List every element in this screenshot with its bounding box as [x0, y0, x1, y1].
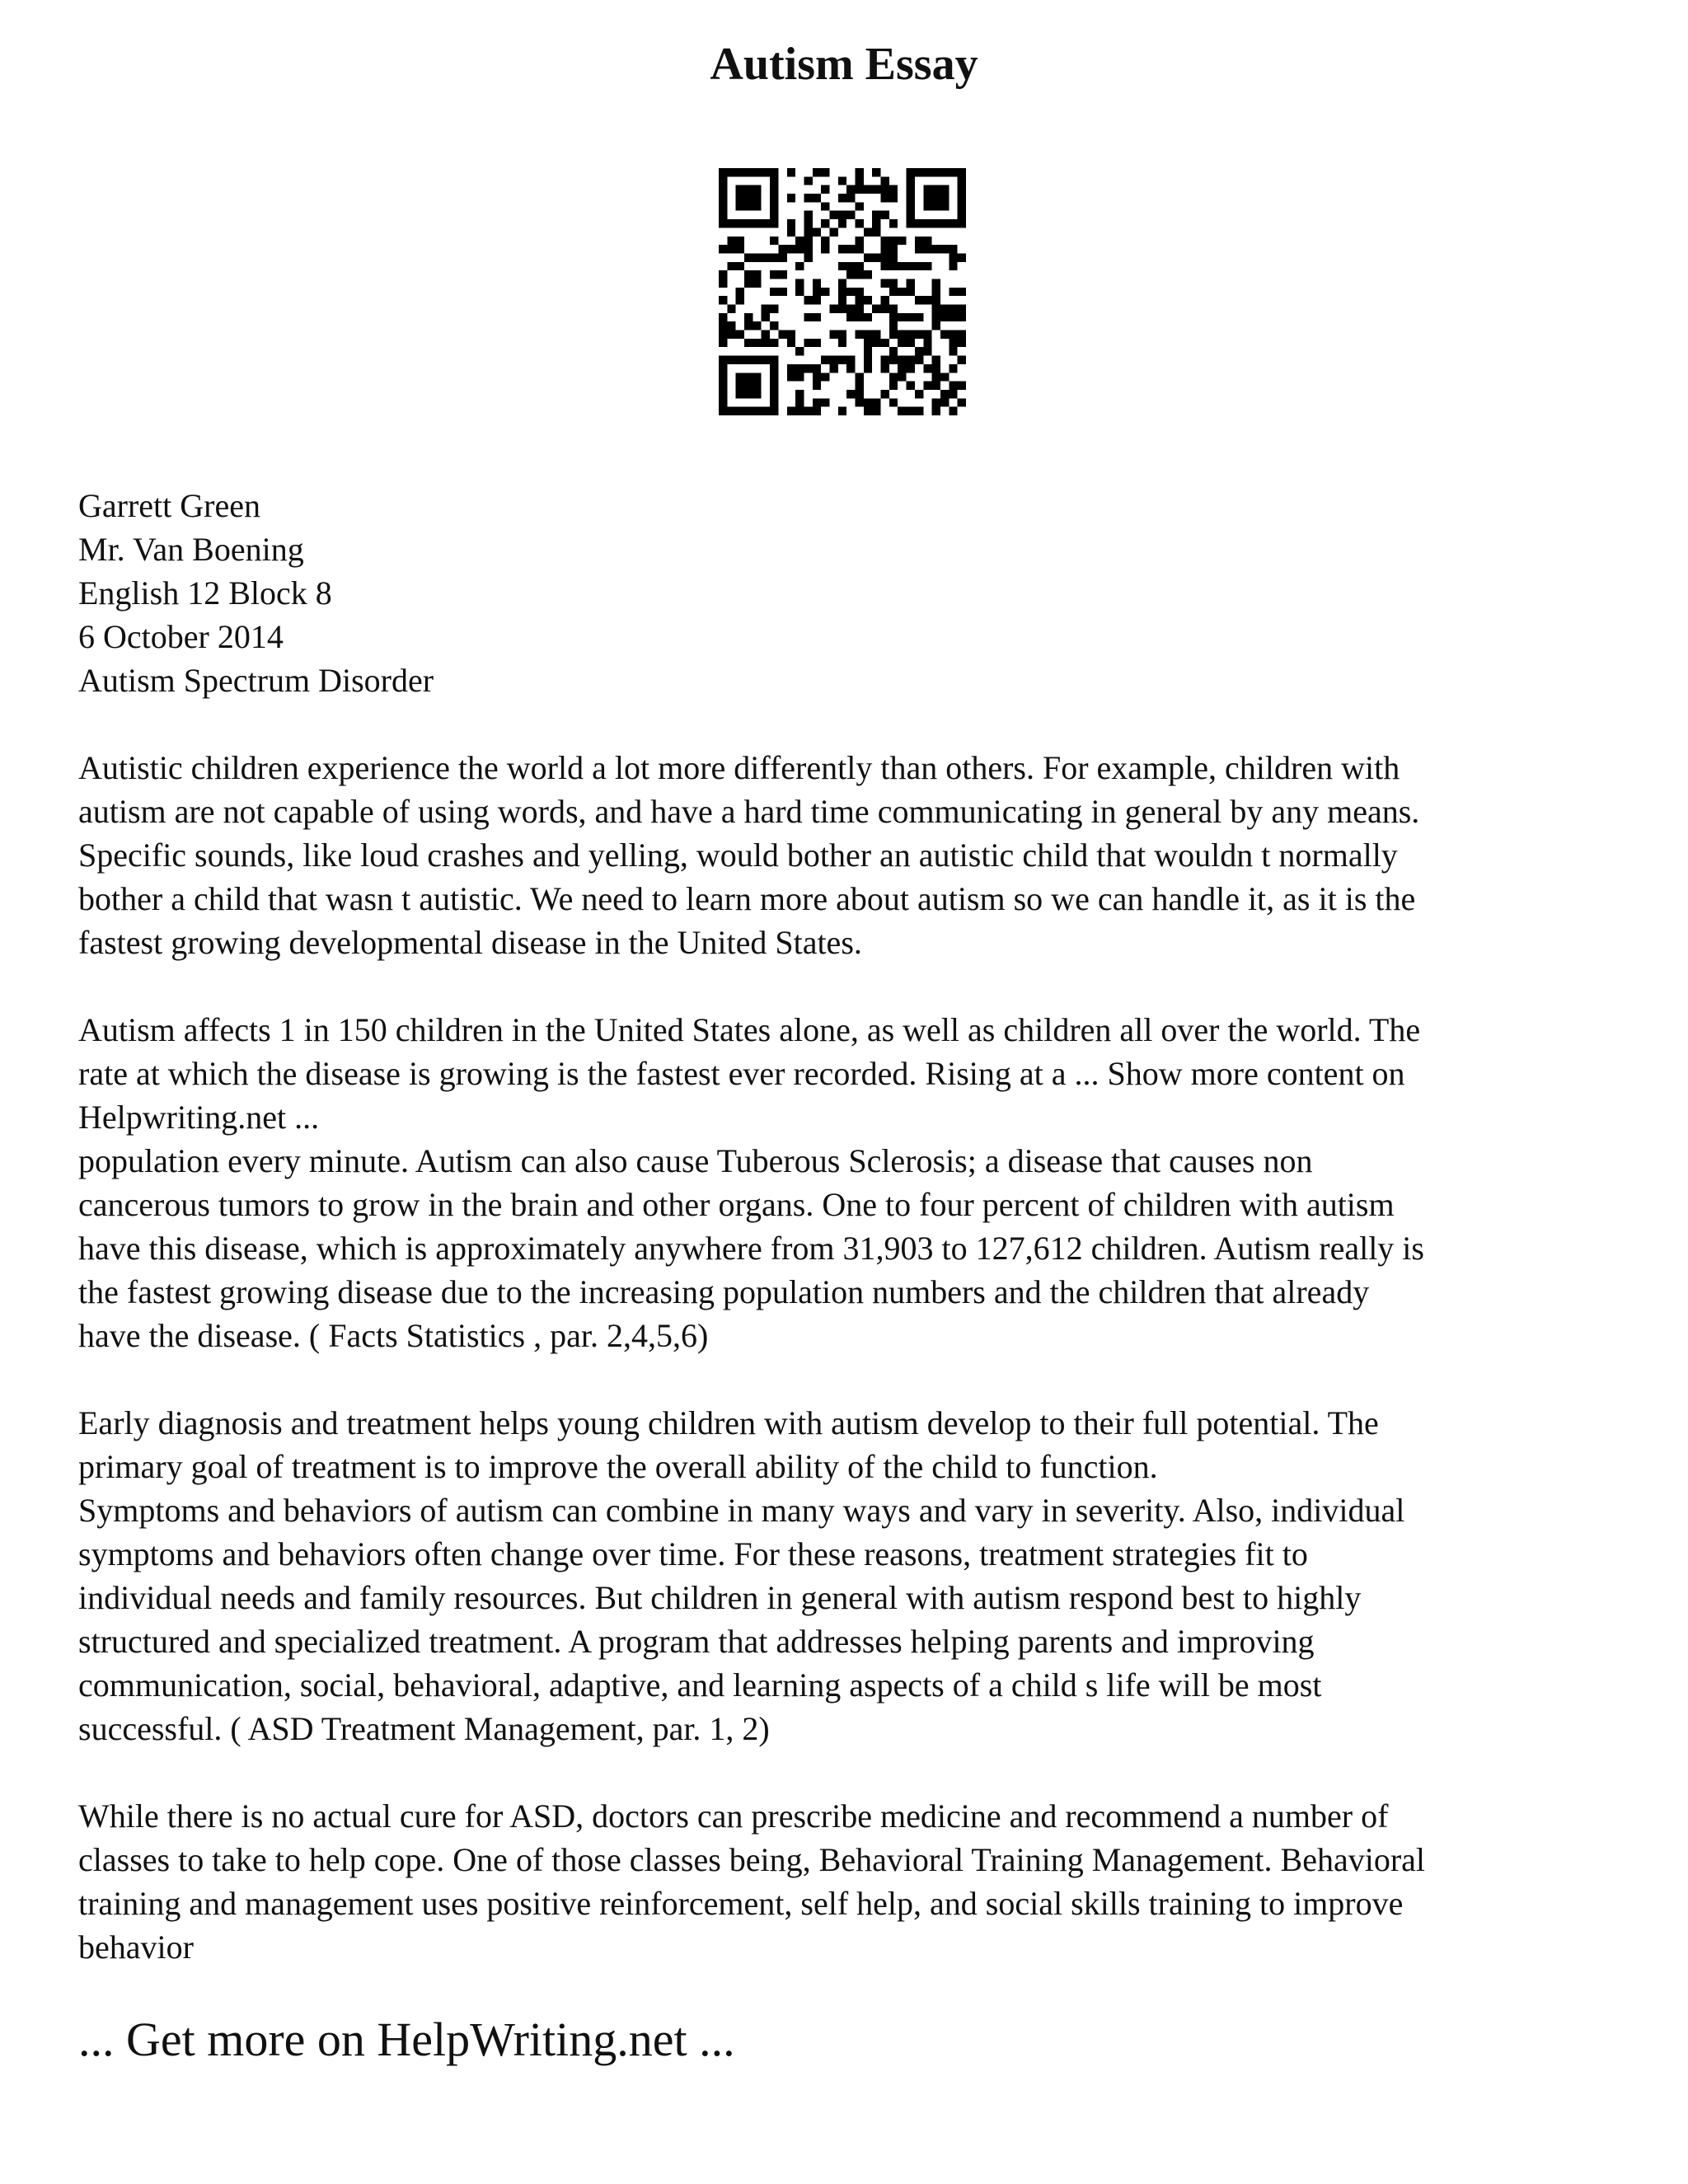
paragraph-line: the fastest growing disease due to the increasing population numbers and the children that already: [78, 1273, 1370, 1310]
paragraph-line: fastest growing developmental disease in the United States.: [78, 924, 862, 961]
essay-date: 6 October 2014: [78, 618, 284, 655]
paragraph-treatment: [78, 1488, 1620, 1750]
paragraph-sclerosis: [78, 1139, 1620, 1357]
paragraph-line: population every minute. Autism can also cause Tuberous Sclerosis; a disease that causes non: [78, 1142, 1313, 1179]
author-name: Garrett Green: [78, 487, 260, 524]
paragraph-line: Specific sounds, like loud crashes and yelling, would bother an autistic child that wouldn t normally: [78, 837, 1398, 874]
paragraph-line: rate at which the disease is growing is the fastest ever recorded. Rising at a ... Show more content on: [78, 1055, 1405, 1092]
paragraph-line: behavior: [78, 1929, 194, 1966]
class-block: English 12 Block 8: [78, 574, 332, 612]
paragraph-line: Helpwriting.net ...: [78, 1099, 320, 1136]
paragraph-line: Symptoms and behaviors of autism can combine in many ways and vary in severity. Also, individual: [78, 1492, 1405, 1529]
paragraph-line: Autistic children experience the world a lot more differently than others. For example, children with: [78, 749, 1400, 786]
paragraph-line: have the disease. ( Facts Statistics , par. 2,4,5,6): [78, 1317, 709, 1354]
essay-topic: Autism Spectrum Disorder: [78, 662, 434, 699]
paragraph-line: cancerous tumors to grow in the brain and other organs. One to four percent of children with autism: [78, 1186, 1395, 1223]
paragraph-management: [78, 1794, 1620, 1969]
paragraph-line: structured and specialized treatment. A program that addresses helping parents and improving: [78, 1623, 1315, 1660]
paragraph-intro: [78, 746, 1620, 964]
student-header: [78, 484, 1611, 702]
paragraph-line: autism are not capable of using words, and have a hard time communicating in general by any means.: [78, 793, 1420, 830]
paragraph-line: Early diagnosis and treatment helps young children with autism develop to their full potential. The: [78, 1404, 1379, 1441]
page-title: Autism Essay: [710, 39, 978, 90]
paragraph-diagnosis: [78, 1401, 1620, 1488]
essay-body: [78, 746, 1620, 2013]
paragraph-line: Autism affects 1 in 150 children in the United States alone, as well as children all over the world. The: [78, 1011, 1421, 1048]
paragraph-line: symptoms and behaviors often change over time. For these reasons, treatment strategies fit to: [78, 1535, 1308, 1572]
qr-code-icon: [719, 168, 966, 415]
paragraph-line: successful. ( ASD Treatment Management, par. 1, 2): [78, 1710, 770, 1747]
paragraph-line: have this disease, which is approximately anywhere from 31,903 to 127,612 children. Autism really is: [78, 1230, 1424, 1267]
paragraph-line: training and management uses positive reinforcement, self help, and social skills training to improve: [78, 1885, 1404, 1922]
paragraph-line: primary goal of treatment is to improve the overall ability of the child to function.: [78, 1448, 1158, 1485]
teacher-name: Mr. Van Boening: [78, 531, 304, 568]
paragraph-statistics: [78, 1008, 1620, 1139]
paragraph-line: bother a child that wasn t autistic. We need to learn more about autism so we can handle it, as it is the: [78, 880, 1416, 917]
paragraph-line: While there is no actual cure for ASD, doctors can prescribe medicine and recommend a number of: [78, 1797, 1389, 1835]
paragraph-line: communication, social, behavioral, adaptive, and learning aspects of a child s life will be most: [78, 1666, 1322, 1704]
get-more-link[interactable]: ... Get more on HelpWriting.net ...: [78, 2013, 735, 2066]
paragraph-line: individual needs and family resources. But children in general with autism respond best to highly: [78, 1579, 1362, 1616]
paragraph-line: classes to take to help cope. One of those classes being, Behavioral Training Management. Behavioral: [78, 1841, 1426, 1878]
